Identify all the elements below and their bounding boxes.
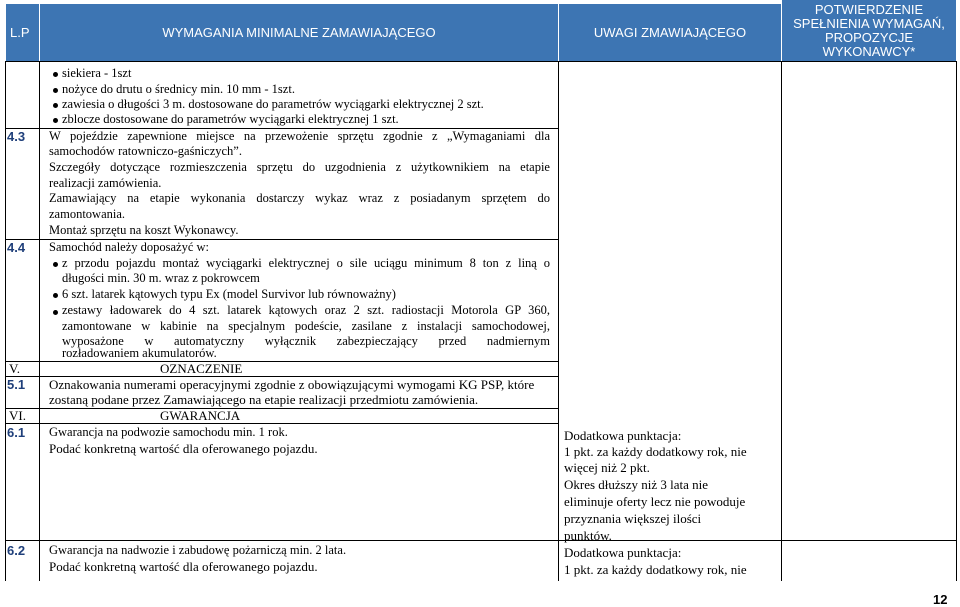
text-line: Samochód należy doposażyć w:: [49, 240, 210, 254]
header-lp: [6, 4, 39, 61]
grid-line: [5, 540, 957, 541]
text-line: Montaż sprzętu na koszt Wykonawcy.: [49, 223, 239, 237]
list-item: zamontowane w kabinie na specjalnym podeście, zasilane z instalacji samochodowej,: [62, 319, 550, 333]
header-confirmation-line: PROPOZYCJE: [824, 29, 914, 45]
text-line: Podać konkretną wartość dla oferowanego pojazdu.: [49, 559, 318, 574]
list-item: zestawy ładowarek do 4 szt. latarek kątowych oraz 2 szt. radiostacji Motorola GP 360,: [62, 303, 550, 317]
text-line: Szczegóły dotyczące rozmieszczenia sprzętu do uzgodnienia z użytkownikiem na etapie: [49, 160, 550, 174]
grid-line: [5, 61, 6, 581]
section-title: GWARANCJA: [160, 408, 241, 423]
bullet-icon: [53, 118, 58, 123]
list-item: siekiera - 1szt: [62, 66, 132, 80]
text-line: realizacji zamówienia.: [49, 176, 162, 190]
item-number: 6.1: [7, 425, 26, 440]
grid-line: [39, 61, 40, 581]
bullet-icon: [53, 103, 58, 108]
remark-line: Dodatkowa punktacja:: [564, 545, 682, 560]
header-confirmation: [782, 0, 956, 61]
remark-line: eliminuje oferty lecz nie powoduje: [564, 494, 746, 509]
list-item: długości min. 30 m. wraz z pokrowcem: [62, 271, 260, 285]
grid-line: [956, 61, 957, 581]
text-line: zostaną podane przez Zamawiającego na etapie realizacji przedmiotu zamówienia.: [49, 392, 479, 407]
item-number: 4.3: [7, 129, 26, 144]
bullet-icon: [53, 72, 58, 77]
remark-line: Okres dłuższy niż 3 lata nie: [564, 477, 709, 492]
grid-line: [5, 423, 559, 424]
section-number: VI.: [9, 408, 26, 423]
header-requirements: [40, 4, 558, 61]
grid-line: [558, 61, 559, 581]
remark-line: 1 pkt. za każdy dodatkowy rok, nie: [564, 444, 747, 459]
list-item: nożyce do drutu o średnicy min. 10 mm - 1szt.: [62, 82, 295, 96]
section-number: V.: [9, 361, 20, 376]
remark-line: przyznania większej ilości: [564, 511, 702, 526]
grid-line: [5, 61, 957, 62]
header-confirmation-line: POTWIERDZENIE: [814, 1, 924, 17]
item-number: 6.2: [7, 543, 26, 558]
grid-line: [5, 408, 559, 409]
list-item: z przodu pojazdu montaż wyciągarki elektrycznej o sile uciągu minimum 8 ton z liną o: [62, 256, 550, 270]
text-line: W pojeździe zapewnione miejsce na przewożenie sprzętu zgodnie z „Wymaganiami dla: [49, 129, 550, 143]
text-line: Zamawiający na etapie wykonania dostarczy wykaz wraz z posiadanym sprzętem do: [49, 191, 550, 205]
text-line: zamontowania.: [49, 207, 126, 221]
remark-line: 1 pkt. za każdy dodatkowy rok, nie: [564, 562, 747, 577]
header-remarks-text: UWAGI ZMAWIAJĄCEGO: [593, 24, 747, 40]
page-number: 12: [933, 592, 948, 607]
item-number: 5.1: [7, 377, 26, 392]
list-item: rozładowaniem akumulatorów.: [62, 346, 217, 360]
grid-line: [5, 361, 559, 362]
text-line: samochodów ratowniczo-gaśniczych”.: [49, 144, 242, 158]
remark-line: punktów.: [564, 528, 612, 543]
header-confirmation-line: WYKONAWCY*: [822, 43, 916, 59]
item-number: 4.4: [7, 240, 26, 255]
header-remarks: [559, 4, 781, 61]
bullet-icon: [53, 262, 58, 267]
header-requirements-text: WYMAGANIA MINIMALNE ZAMAWIAJĄCEGO: [162, 24, 436, 40]
remark-line: więcej niż 2 pkt.: [564, 460, 650, 475]
list-item: zblocze dostosowane do parametrów wyciągarki elektrycznej 1 szt.: [62, 112, 399, 126]
bullet-icon: [53, 293, 58, 298]
text-line: Podać konkretną wartość dla oferowanego pojazdu.: [49, 441, 318, 456]
section-title: OZNACZENIE: [160, 361, 243, 376]
grid-line: [781, 61, 782, 581]
text-line: Gwarancja na podwozie samochodu min. 1 rok.: [49, 425, 288, 439]
list-item: zawiesia o długości 3 m. dostosowane do parametrów wyciągarki elektrycznej 2 szt.: [62, 97, 484, 111]
bullet-icon: [53, 310, 58, 315]
header-lp-text: L.P: [10, 24, 30, 40]
text-line: Oznakowania numerami operacyjnymi zgodnie z obowiązującymi wymogami KG PSP, które: [49, 377, 535, 392]
remark-line: Dodatkowa punktacja:: [564, 428, 682, 443]
list-item: 6 szt. latarek kątowych typu Ex (model Survivor lub równoważny): [62, 287, 396, 301]
header-confirmation-line: SPEŁNIENIA WYMAGAŃ,: [793, 15, 945, 31]
bullet-icon: [53, 88, 58, 93]
text-line: Gwarancja na nadwozie i zabudowę pożarniczą min. 2 lata.: [49, 543, 347, 557]
list-item: wyposażone w automatyczny wyłącznik zabezpieczający przed nadmiernym: [62, 334, 550, 348]
